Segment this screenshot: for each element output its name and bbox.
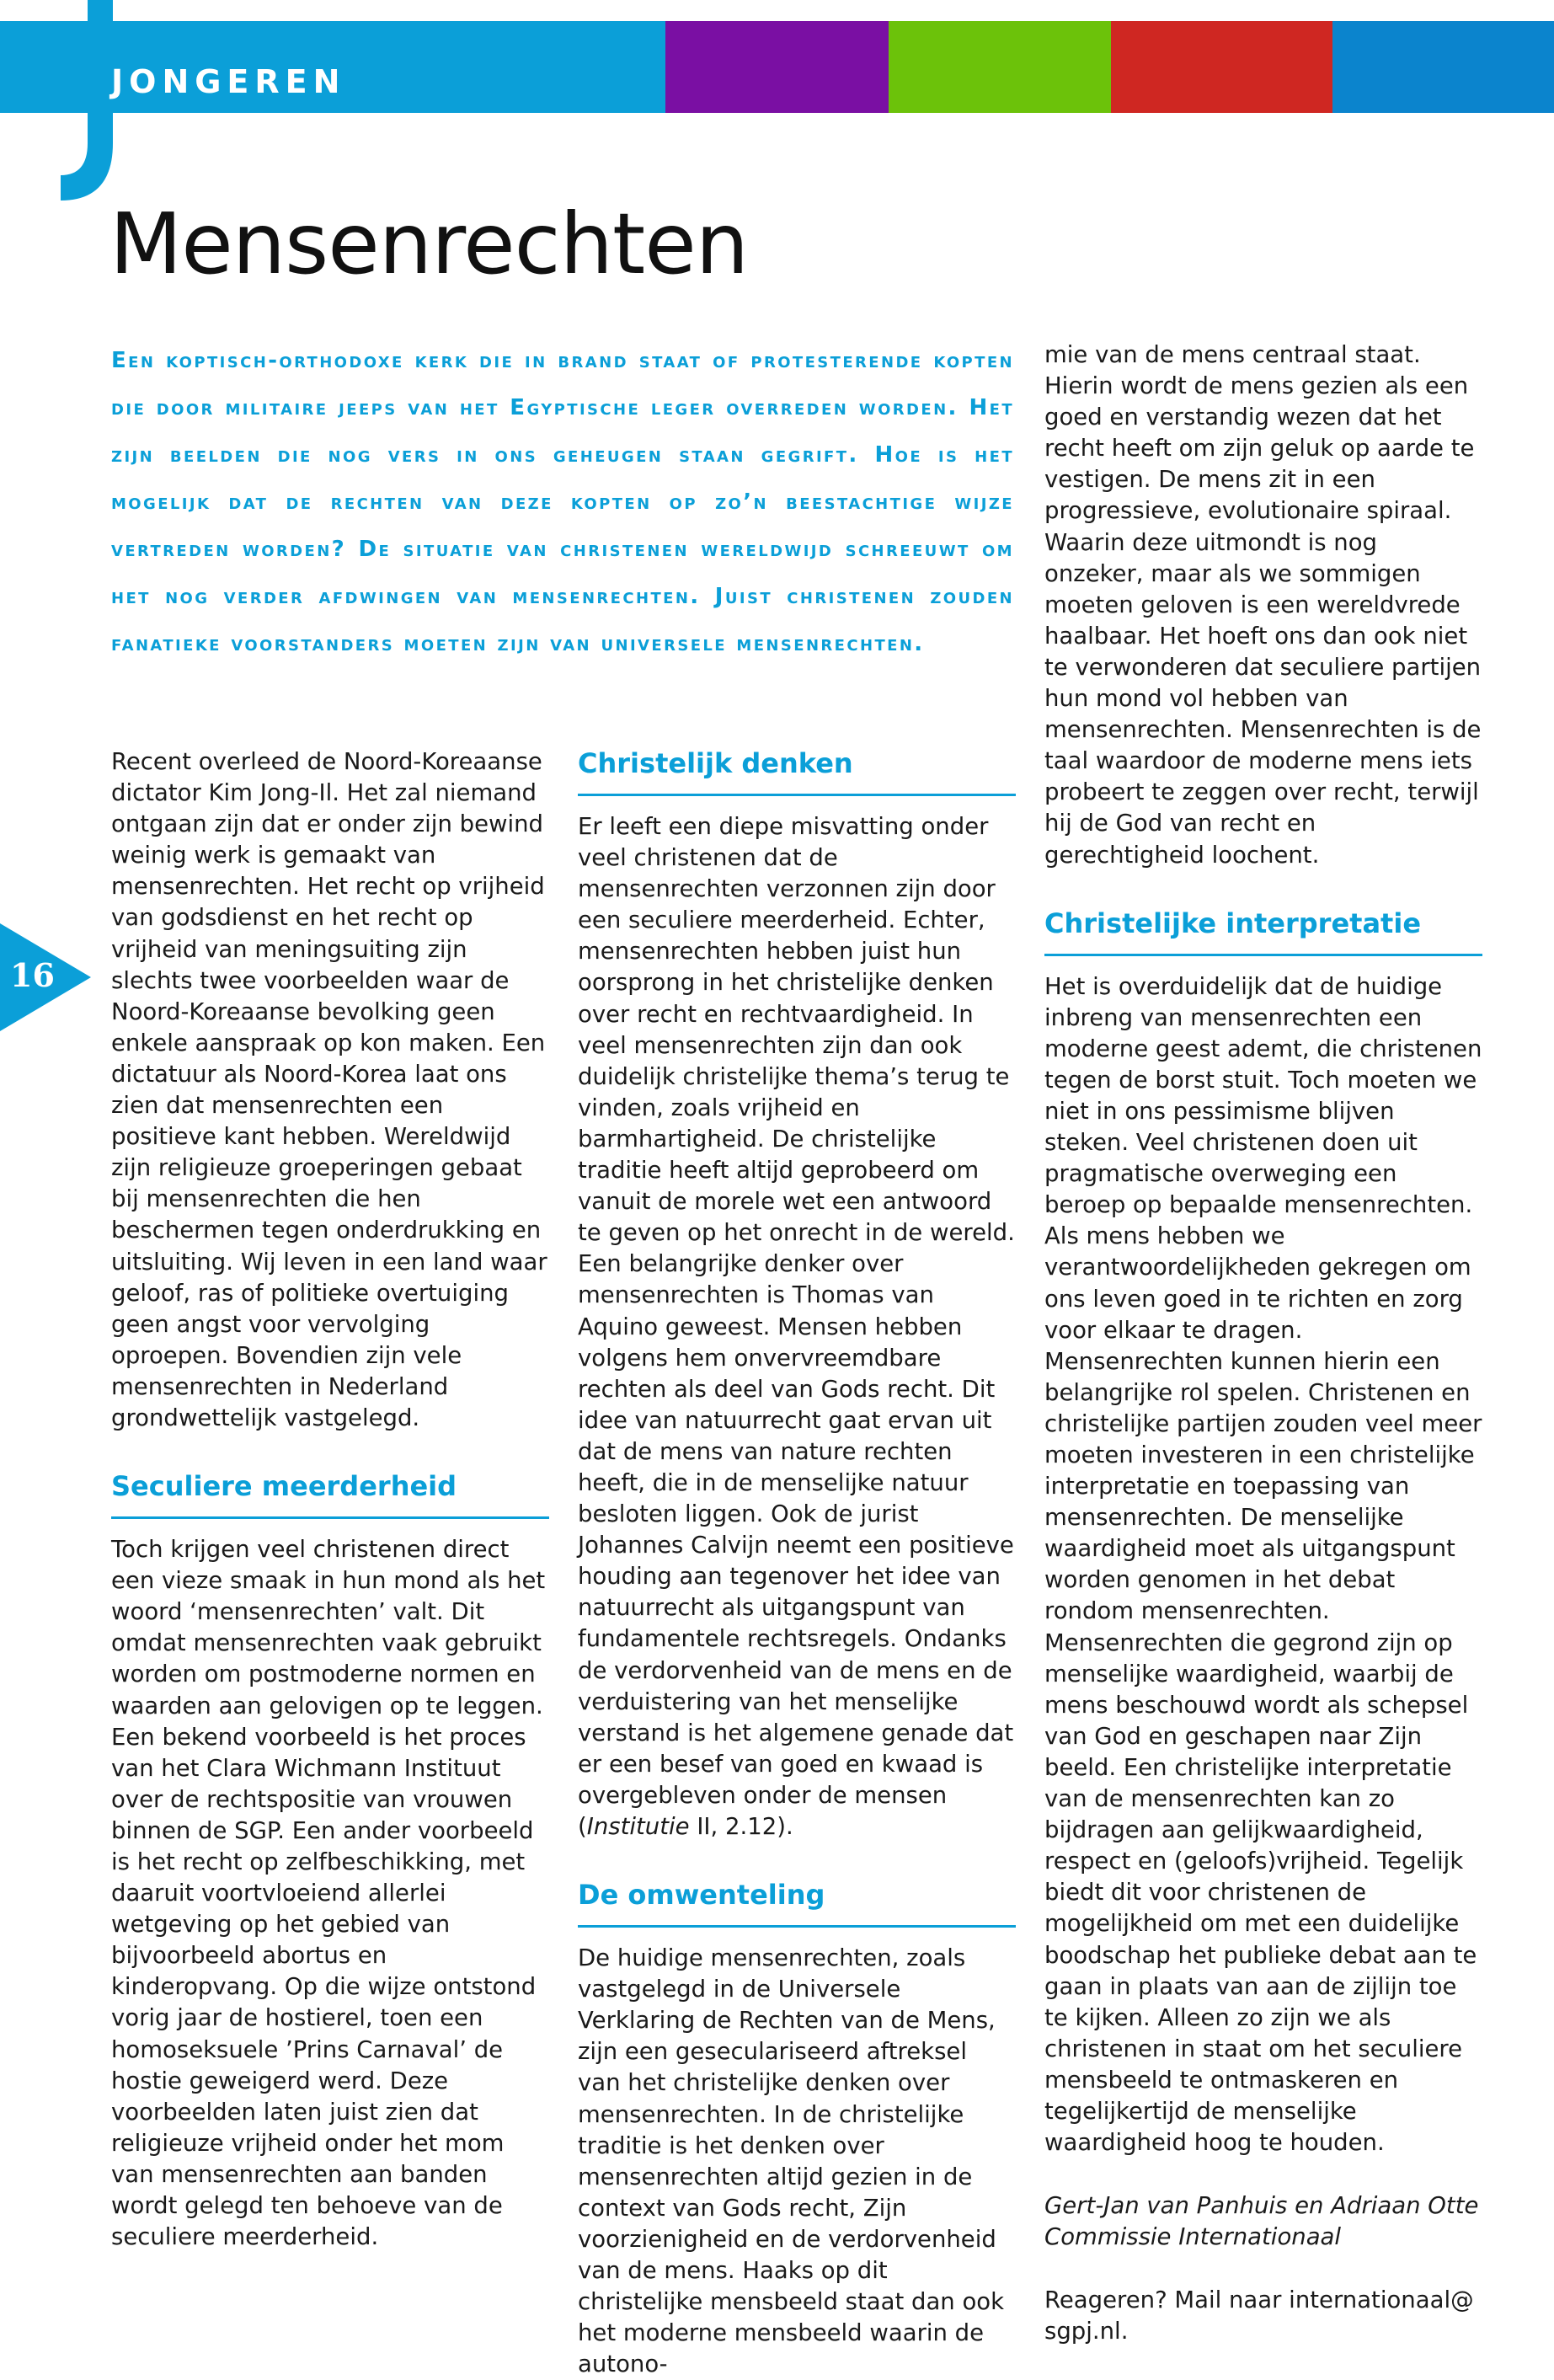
paragraph-de-omwenteling-continued: mie van de mens centraal staat. Hierin wordt de mens gezien als een goed en verstandig wezen dat het recht heeft om zijn geluk op aarde te vestigen. De mens zit in een progressieve, evolutionaire spiraal. Waarin deze uitmondt is nog onzeker, maar als we sommigen moeten geloven is een wereldvrede haalbaar. Het hoeft ons dan ook niet te verwonderen dat seculiere partijen hun mond vol hebben van mensenrechten. Mensenrechten is de taal waardoor de moderne mens iets probeert te zeggen over recht, terwijl hij de God van recht en gerechtigheid loochent. bbox=[1044, 341, 1482, 869]
author-names: Gert-Jan van Panhuis en Adriaan Otte bbox=[1044, 2192, 1479, 2220]
color-block-red bbox=[1111, 21, 1332, 113]
contact-line-1: Reageren? Mail naar internationaal@ bbox=[1044, 2286, 1474, 2314]
column-3 bbox=[1044, 340, 1482, 2348]
heading-de-omwenteling: De omwenteling bbox=[578, 1876, 1016, 1928]
paragraph-christelijke-interpretatie: Het is overduidelijk dat de huidige inbreng van mensenrechten een moderne geest ademt, die christenen tegen de borst stuit. Toch moeten we niet in ons pessimisme blijven steken. Veel christenen doen uit pragmatische overweging een beroep op bepaalde mensenrechten. Als mens hebben we verantwoordelijkheden gekregen om ons leven goed in te richten en zorg voor elkaar te dragen. Mensenrechten kunnen hierin een belangrijke rol spelen. Christenen en christelijke partijen zouden veel meer moeten investeren in een christelijke interpretatie en toepassing van mensenrechten. De menselijke waardigheid moet als uitgangspunt worden genomen in het debat rondom mensenrechten. Mensenrechten die gegrond zijn op menselijke waardigheid, waarbij de mens beschouwd wordt als schepsel van God en geschapen naar Zijn beeld. Een christelijke interpretatie van de mensenrechten kan zo bijdragen aan gelijkwaardigheid, respect en (geloofs)vrijheid. Tegelijk biedt dit voor christenen de mogelijkheid om met een duidelijke boodschap het publieke debat aan te gaan in plaats van aan de zijlijn toe te kijken. Alleen zo zijn we als christenen in staat om het seculiere mensbeeld te ontmaskeren en tegelijkertijd de menselijke waardigheid hoog te houden. bbox=[1044, 972, 1482, 2157]
paragraph-christelijk-denken-text: Er leeft een diepe misvatting onder veel christenen dat de mensenrechten verzonnen zijn door een seculiere meerderheid. Echter, mensenrechten hebben juist hun oorsprong in het christelijke denken over recht en rechtvaardigheid. In veel mensenrechten zijn dan ook duidelijk christelijke thema’s terug te vinden, zoals vrijheid en barmhartigheid. De christelijke traditie heeft altijd geprobeerd om vanuit de morele wet een antwoord te geven op het onrecht in de wereld. Een belangrijke denker over mensenrechten is Thomas van Aquino geweest. Mensen hebben volgens hem onvervreemdbare rechten als deel van Gods recht. Dit idee van natuurrecht gaat ervan uit dat de mens van nature rechten heeft, die in de menselijke natuur besloten liggen. Ook de jurist Johannes Calvijn neemt een positieve houding aan tegenover het idee van natuurrecht als uitgangspunt van fundamentele rechtsregels. Ondanks de verdorvenheid van de mens en de verduistering van het menselijke verstand is het algemene genade dat er een besef van goed en kwaad is overgebleven onder de mensen ( bbox=[578, 813, 1015, 1840]
intro-paragraph: Recent overleed de Noord-Koreaanse dictator Kim Jong-Il. Het zal niemand ontgaan zijn dat er onder zijn bewind weinig werk is gemaakt van mensenrechten. Het recht op vrijheid van godsdienst en het recht op vrijheid van meningsuiting zijn slechts twee voorbeelden waar de Noord-Koreaanse bevolking geen enkele aanspraak op kon maken. Een dictatuur als Noord-Korea laat ons zien dat mensenrechten een positieve kant hebben. Wereldwijd zijn religieuze groeperingen gebaat bij mensenrechten die hen beschermen tegen onderdrukking en uitsluiting. Wij leven in een land waar geloof, ras of politieke overtuiging geen angst voor vervolging oproepen. Bovendien zijn vele mensenrechten in Nederland grondwettelijk vastgelegd. bbox=[111, 748, 547, 1431]
paragraph-christelijk-denken bbox=[578, 811, 1016, 1842]
contact-line-2: sgpj.nl. bbox=[1044, 2318, 1129, 2345]
heading-christelijke-interpretatie: Christelijke interpretatie bbox=[1044, 905, 1482, 956]
column-1 bbox=[111, 746, 549, 2253]
page-number: 16 bbox=[10, 956, 55, 994]
column-2 bbox=[578, 745, 1016, 2380]
citation-reference: II, 2.12). bbox=[689, 1813, 793, 1840]
section-label: JONGEREN bbox=[111, 63, 346, 100]
author-committee: Commissie Internationaal bbox=[1044, 2223, 1342, 2251]
article-title: Mensenrechten bbox=[109, 195, 749, 293]
heading-seculiere-meerderheid: Seculiere meerderheid bbox=[111, 1468, 549, 1519]
paragraph-seculiere-meerderheid: Toch krijgen veel christenen direct een vieze smaak in hun mond als het woord ‘mensenrechten’ valt. Dit omdat mensenrechten vaak gebruikt worden om postmoderne normen en waarden aan gelovigen op te leggen. Een bekend voorbeeld is het proces van het Clara Wichmann Instituut over de rechtspositie van vrouwen binnen de SGP. Een ander voorbeeld is het recht op zelfbeschikking, met daaruit voortvloeiend allerlei wetgeving op het gebied van bijvoorbeeld abortus en kinderopvang. Op die wijze ontstond vorig jaar de hostierel, toen een homoseksuele ’Prins Carnaval’ de hostie geweigerd werd. Deze voorbeelden laten juist zien dat religieuze vrijheid onder het mom van mensenrechten aan banden wordt gelegd ten behoeve van de seculiere meerderheid. bbox=[111, 1536, 546, 2251]
color-block-green bbox=[889, 21, 1111, 113]
section-letter-j-icon bbox=[61, 0, 128, 202]
color-block-blue-dark bbox=[1332, 21, 1554, 113]
heading-christelijk-denken: Christelijk denken bbox=[578, 745, 1016, 796]
citation-institutie: Institutie bbox=[586, 1813, 690, 1840]
paragraph-de-omwenteling: De huidige mensenrechten, zoals vastgelegd in de Universele Verklaring de Rechten van de Mens, zijn een geseculariseerd aftreksel van het christelijke denken over mensenrechten. In de christelijke traditie is het denken over mensenrechten altijd gezien in de context van Gods recht, Zijn voorzienigheid en de verdorvenheid van de mens. Haaks op dit christelijke mensbeeld staat dan ook het moderne mensbeeld waarin de autono- bbox=[578, 1944, 1005, 2378]
color-block-purple bbox=[665, 21, 889, 113]
article-lead: Een koptisch-orthodoxe kerk die in brand staat of protesterende kopten die door militaire jeeps van het Egyptische leger overreden worden. Het zijn beelden die nog vers in ons geheugen staan gegrift. Hoe is het mogelijk dat de rechten van deze kopten op zo’n beestachtige wijze vertreden worden? De situatie van christenen wereldwijd schreeuwt om het nog verder afdwingen van mensenrechten. Juist christenen zouden fanatieke voorstanders moeten zijn van universele mensenrechten. bbox=[111, 348, 1014, 656]
